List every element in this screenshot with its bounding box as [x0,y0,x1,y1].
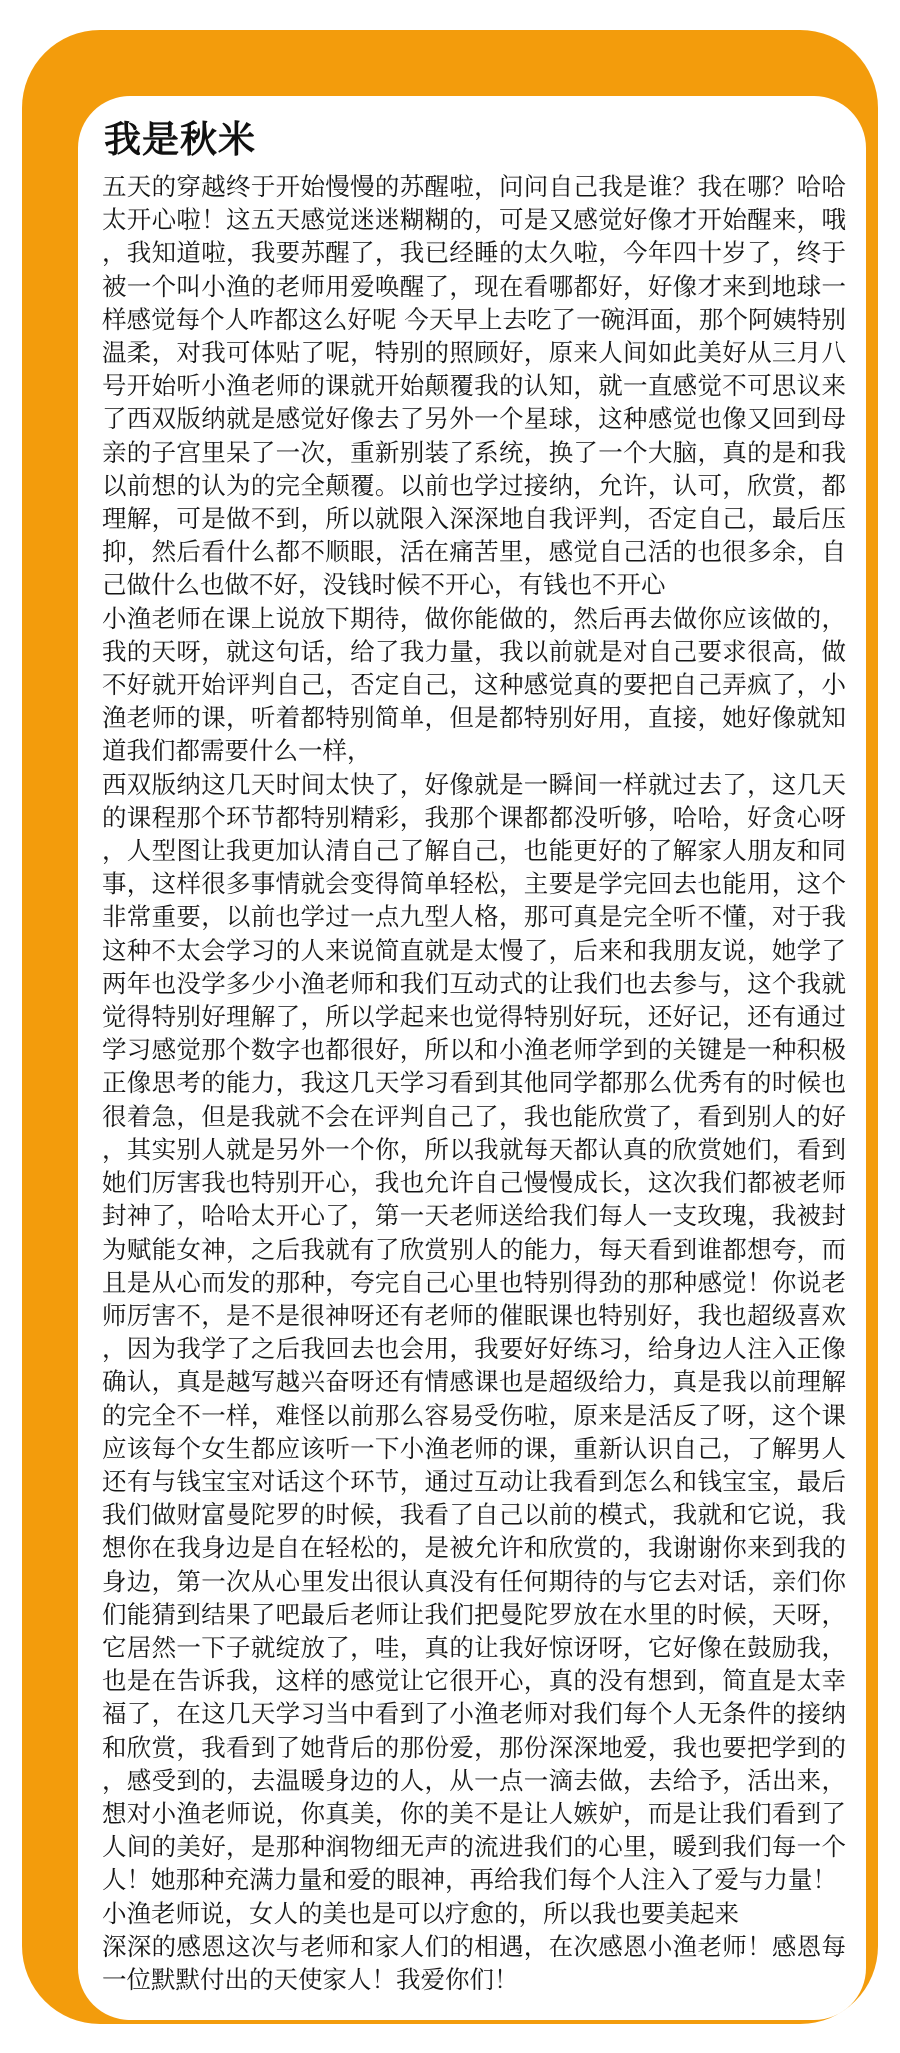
paragraph-1: 五天的穿越终于开始慢慢的苏醒啦，问问自己我是谁？我在哪？哈哈太开心啦！这五天感觉迷迷糊糊的，可是又感觉好像才开始醒来，哦，我知道啦，我要苏醒了，我已经睡的太久啦，今年四十岁了，终于被一个叫小渔的老师用爱唤醒了，现在看哪都好，好像才来到地球一样感觉每个人咋都这么好呢 今天早上去吃了一碗洱面，那个阿姨特别温柔，对我可体贴了呢，特别的照顾好，原来人间如此美好从三月八号开始听小渔老师的课就开始颠覆我的认知，就一直感觉不可思议来了西双版纳就是感觉好像去了另外一个星球，这种感觉也像又回到母亲的子宫里呆了一次，重新别装了系统，换了一个大脑，真的是和我以前想的认为的完全颠覆。以前也学过接纳，允许，认可，欣赏，都理解，可是做不到，所以就限入深深地自我评判，否定自己，最后压抑，然后看什么都不顺眼，活在痛苦里，感觉自己活的也很多余，自己做什么也做不好，没钱时候不开心，有钱也不开心 [102,172,846,600]
orange-rounded-frame [22,30,878,2024]
text-card [78,96,866,2020]
paragraph-4: 小渔老师说，女人的美也是可以疗愈的，所以我也要美起来 [102,1898,739,1928]
paragraph-5: 深深的感恩这次与老师和家人们的相遇，在次感恩小渔老师！感恩每一位默默付出的天使家人！我爱你们！ [102,1931,846,1994]
document-title: 我是秋米 [104,118,256,161]
paragraph-2: 小渔老师在课上说放下期待，做你能做的，然后再去做你应该做的，我的天呀，就这句话，给了我力量，我以前就是对自己要求很高，做不好就开始评判自己，否定自己，这种感觉真的要把自己弄疯了，小渔老师的课，听着都特别简单，但是都特别好用，直接，她好像就知道我们都需要什么一样， [102,603,846,766]
document-body [102,170,846,1996]
paragraph-3: 西双版纳这几天时间太快了，好像就是一瞬间一样就过去了，这几天的课程那个环节都特别精彩，我那个课都都没听够，哈哈，好贪心呀，人型图让我更加认清自己了解自己，也能更好的了解家人朋友和同事，这样很多事情就会变得简单轻松，主要是学完回去也能用，这个非常重要，以前也学过一点九型人格，那可真是完全听不懂，对于我这种不太会学习的人来说简直就是太慢了，后来和我朋友说，她学了两年也没学多少小渔老师和我们互动式的让我们也去参与，这个我就觉得特别好理解了，所以学起来也觉得特别好玩，还好记，还有通过学习感觉那个数字也都很好，所以和小渔老师学到的关键是一种积极正像思考的能力，我这几天学习看到其他同学都那么优秀有的时候也很着急，但是我就不会在评判自己了，我也能欣赏了，看到别人的好，其实别人就是另外一个你，所以我就每天都认真的欣赏她们，看到她们厉害我也特别开心，我也允许自己慢慢成长，这次我们都被老师封神了，哈哈太开心了，第一天老师送给我们每人一支玫瑰，我被封为赋能女神，之后我就有了欣赏别人的能力，每天看到谁都想夸，而且是从心而发的那种，夸完自己心里也特别得劲的那种感觉！你说老师厉害不，是不是很神呀还有老师的催眠课也特别好，我也超级喜欢，因为我学了之后我回去也会用，我要好好练习，给身边人注入正像确认，真是越写越兴奋呀还有情感课也是超级给力，真是我以前理解的完全不一样，难怪以前那么容易受伤啦，原来是活反了呀，这个课应该每个女生都应该听一下小渔老师的课，重新认识自己，了解男人还有与钱宝宝对话这个环节，通过互动让我看到怎么和钱宝宝，最后我们做财富曼陀罗的时候，我看了自己以前的模式，我就和它说，我想你在我身边是自在轻松的，是被允许和欣赏的，我谢谢你来到我的身边，第一次从心里发出很认真没有任何期待的与它去对话，亲们你们能猜到结果了吧最后老师让我们把曼陀罗放在水里的时候，天呀，它居然一下子就绽放了，哇，真的让我好惊讶呀，它好像在鼓励我，也是在告诉我，这样的感觉让它很开心，真的没有想到，简直是太幸福了，在这几天学习当中看到了小渔老师对我们每个人无条件的接纳和欣赏，我看到了她背后的那份爱，那份深深地爱，我也要把学到的，感受到的，去温暖身边的人，从一点一滴去做，去给予，活出来，想对小渔老师说，你真美，你的美不是让人嫉妒，而是让我们看到了人间的美好，是那种润物细无声的流进我们的心里，暖到我们每一个人！她那种充满力量和爱的眼神，再给我们每个人注入了爱与力量！ [102,769,846,1895]
